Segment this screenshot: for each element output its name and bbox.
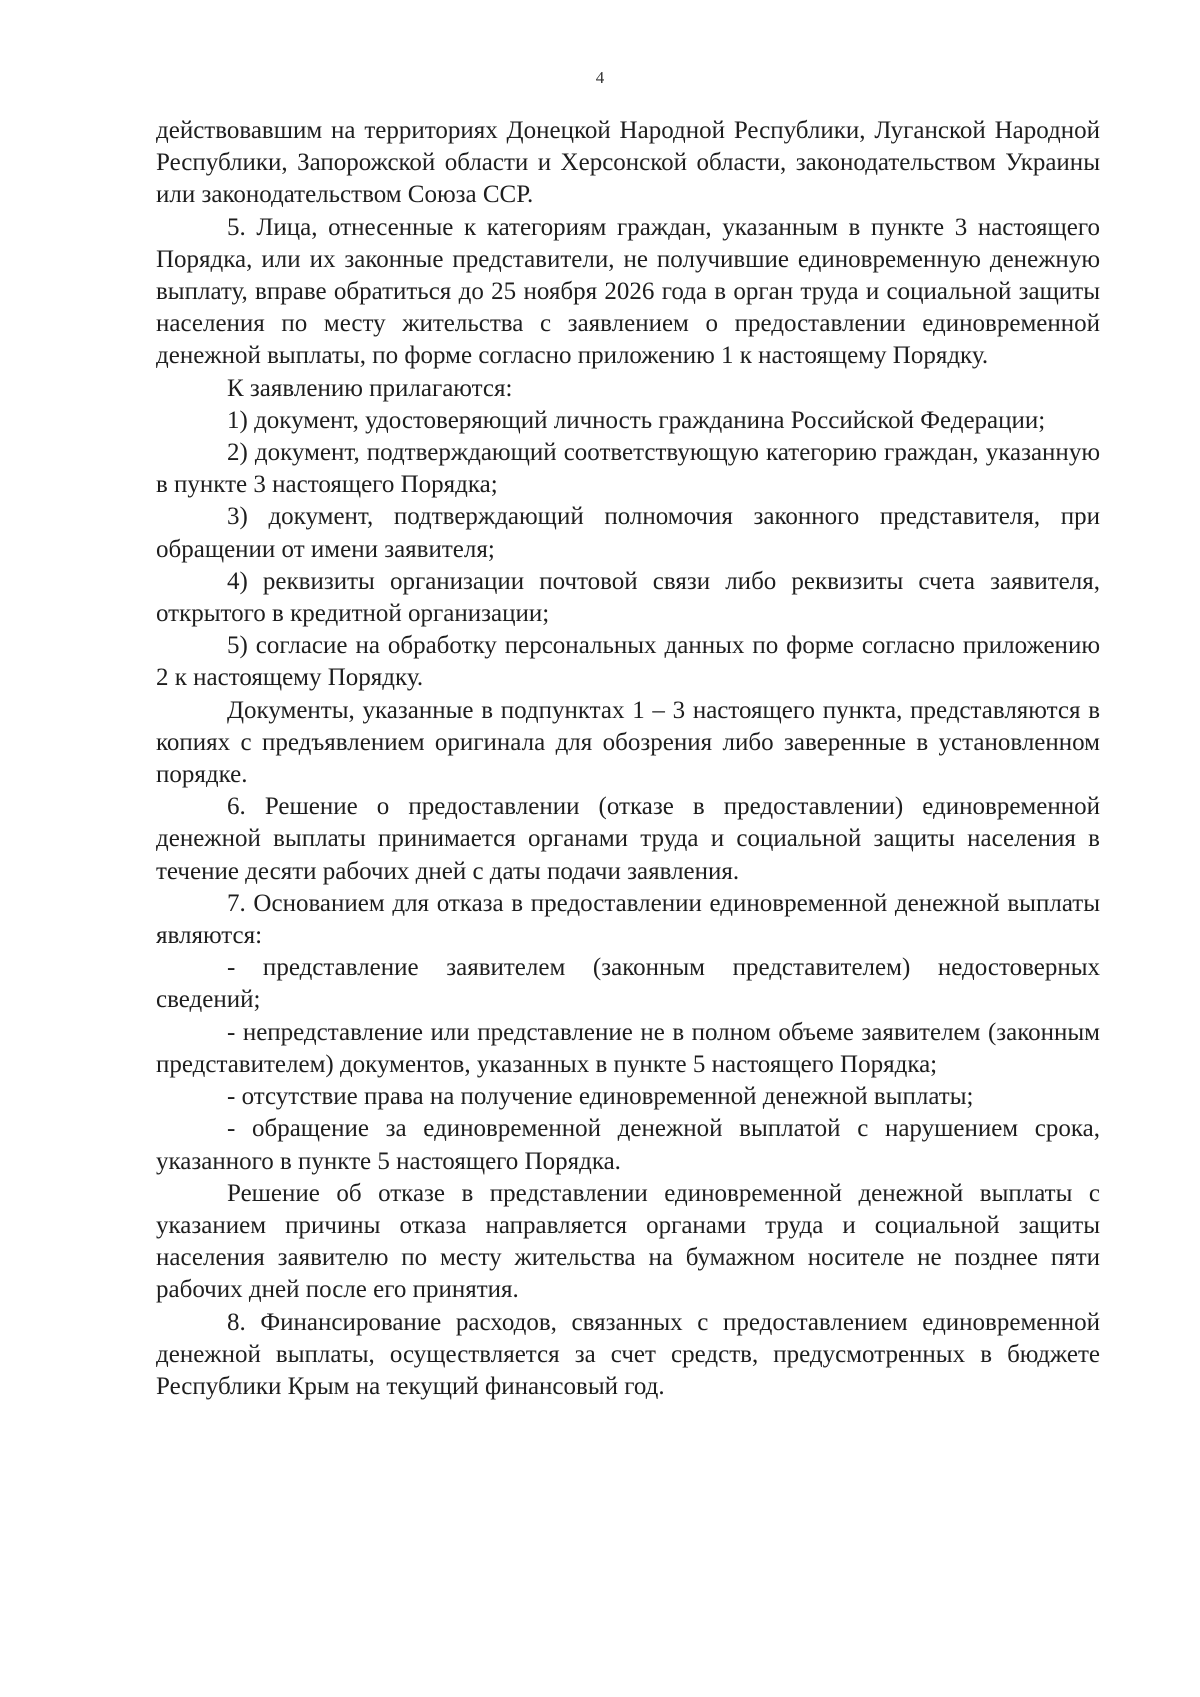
- refusal-reason-3: - отсутствие права на получение единовременной денежной выплаты;: [227, 1083, 974, 1111]
- paragraph-attachments-intro: К заявлению прилагаются:: [227, 374, 513, 402]
- paragraph-item-5: 5. Лица, отнесенные к категориям граждан, указанным в пункте 3 настоящего Порядка, или их законные представители, не получившие единовременную денежную выплату, вправе обратиться до 25 ноября 2026 года в орган труда и социальной защиты населения по месту жительства с заявлением о предоставлении единовременной денежной выплаты, по форме согласно приложению 1 к настоящему Порядку.: [156, 213, 1100, 370]
- list-item-5: 5) согласие на обработку персональных данных по форме согласно приложению 2 к настоящему Порядку.: [156, 632, 1100, 692]
- paragraph-documents-note: Документы, указанные в подпунктах 1 – 3 настоящего пункта, представляются в копиях с предъявлением оригинала для обозрения либо заверенные в установленном порядке.: [156, 696, 1100, 789]
- page-number: 4: [595, 68, 605, 87]
- list-item-1: 1) документ, удостоверяющий личность гражданина Российской Федерации;: [227, 406, 1046, 434]
- paragraph-item-6: 6. Решение о предоставлении (отказе в предоставлении) единовременной денежной выплаты принимается органами труда и социальной защиты населения в течение десяти рабочих дней с даты подачи заявления.: [156, 793, 1100, 885]
- list-item-3: 3) документ, подтверждающий полномочия законного представителя, при обращении от имени заявителя;: [156, 503, 1100, 563]
- paragraph-continuation: действовавшим на территориях Донецкой Народной Республики, Луганской Народной Республики, Запорожской области и Херсонской области, законодательством Украины или законодательством Союза ССР.: [156, 117, 1100, 209]
- refusal-reason-2: - непредставление или представление не в полном объеме заявителем (законным представителем) документов, указанных в пункте 5 настоящего Порядка;: [156, 1018, 1100, 1078]
- list-item-4: 4) реквизиты организации почтовой связи либо реквизиты счета заявителя, открытого в кредитной организации;: [156, 567, 1100, 628]
- paragraph-item-7: 7. Основанием для отказа в предоставлении единовременной денежной выплаты являются:: [156, 889, 1100, 950]
- paragraph-item-8: 8. Финансирование расходов, связанных с предоставлением единовременной денежной выплаты, осуществляется за счет средств, предусмотренных в бюджете Республики Крым на текущий финансовый год.: [156, 1308, 1100, 1400]
- document-body: [156, 115, 1100, 1403]
- list-item-2: 2) документ, подтверждающий соответствующую категорию граждан, указанную в пункте 3 настоящего Порядка;: [156, 439, 1100, 499]
- refusal-reason-1: - представление заявителем (законным представителем) недостоверных сведений;: [156, 954, 1100, 1014]
- paragraph-refusal-decision: Решение об отказе в представлении единовременной денежной выплаты с указанием причины отказа направляется органами труда и социальной защиты населения заявителю по месту жительства на бумажном носителе не позднее пяти рабочих дней после его принятия.: [156, 1179, 1100, 1304]
- refusal-reason-4: - обращение за единовременной денежной выплатой с нарушением срока, указанного в пункте 5 настоящего Порядка.: [156, 1115, 1100, 1175]
